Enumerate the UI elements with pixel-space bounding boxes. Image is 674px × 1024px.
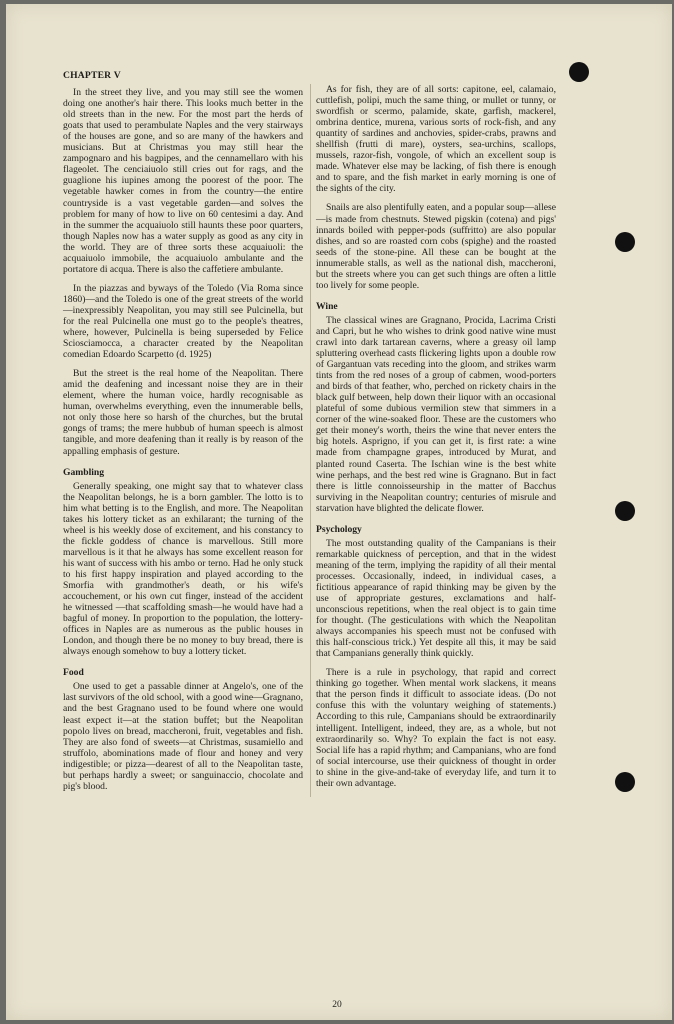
binding-hole [615,772,635,792]
binding-hole [615,501,635,521]
chapter-title: CHAPTER V [63,70,121,81]
left-column [63,68,303,800]
paragraph: In the street they live, and you may still see the women doing one another's hair there. This looks much better in the old streets than in the new. For the most part the herds of goats that used to perambulate Naples and the very stairways of the houses are gone, and so are many of the hawkers and musicians. But at Christmas you may still hear the zampognaro and his bagpipes, and the cennamellaro with his flageolet. The cenciaiuolo still cries out for rags, and the guaglione his iupines among the poorest of the poor. The vegetable hawker comes in from the country—the entire countryside is a vast vegetable garden—and solves the problem for many of how to live on 60 centesimi a day. And in the summer the acquaiuolo still haunts these poor quarters, though Naples now has a water supply as good as any city in the world. They are of three sorts these acquaiuoli: the acquaiuolo immobile, the acquaiuolo ambulante and the portatore di acqua. There is also the caffetiere ambulante. [63,87,303,275]
right-column-body [316,84,556,789]
right-column [310,84,556,797]
binding-hole [569,62,589,82]
page-number: 20 [332,1000,342,1010]
paragraph: As for fish, they are of all sorts: capitone, eel, calamaio, cuttlefish, polipi, much the same thing, or mullet or tunny, or swordfish or scermo, palamide, skate, garfish, mackerel, ombrina dentice, murena, various sorts of rock-fish, and any quantity of sardines and anchovies, spider-crabs, prawns and shellfish (frutti di mare), oysters, sea-urchins, scallops, mussels, razor-fish, vongole, of which an excellent soup is made. Whatever else may be lacking, of fish there is enough and to spare, and the fish market in early morning is one of the sights of the city. [316,84,556,195]
paragraph: But the street is the real home of the Neapolitan. There amid the deafening and incessant noise they are in their element, where the human voice, hardly recognisable as human, overwhelms everything, even the innumerable bells, not only those here so harsh of the churches, but the brutal gongs of trams; the mere hubbub of human speech is almost tangible, and more deafening than it really is by reason of the appalling emphasis of gesture. [63,368,303,457]
paragraph: Snails are also plentifully eaten, and a popular soup—allese—is made from chestnuts. Stewed pigskin (cotena) and pigs' innards boiled with pepper-pods (suffritto) are also popular dishes, and so are roasted corn cobs (spighe) and the roasted seeds of the stone-pine. All these can be bought at the innumerable stalls, as well as the national dish, maccheroni, but the streets where you can get such things are often a little too lively for some people. [316,202,556,291]
paragraph: One used to get a passable dinner at Angelo's, one of the last survivors of the old school, with a good wine—Gragnano, and the best Gragnano used to be found where one would least expect it—at the station buffet; but the Neapolitan popolo lives on bread, maccheroni, fruit, vegetables and fish. They are also fond of sweets—at Christmas, susamiello and struffolo, abominations made of flour and honey and very indigestible; or pizza—dearest of all to the Neapolitan taste, but perhaps hardly a sweet; or sanguinaccio, chocolate and pig's blood. [63,681,303,792]
paragraph: The most outstanding quality of the Campanians is their remarkable quickness of perception, and that in the widest meaning of the term, implying the rapidity of all their mental processes. Occasionally, indeed, in individual cases, a fictitious appearance of rapid thinking may be given by the use of appropriate gestures, exclamations and half-unconscious repetitions, when the real object is to gain time for thought. (The gesticulations with which the Neapolitan always accompanies his speech must not be confused with this half-conscious trick.) Yet despite all this, it may be said that Campanians generally think quickly. [316,537,556,660]
paragraph: The classical wines are Gragnano, Procida, Lacrima Cristi and Capri, but he who wishes to drink good native wine must crawl into dark tartarean caverns, where a greasy oil lamp spluttering overhead casts flickering lights upon a double row of Gargantuan vats receding into the gloom, and strikes warm tints from the red noses of a group of cabmen, wood-porters and birds of that feather, who, perched on rickety chairs in the black gulf between, help down their liquor with an occasional plateful of some dubious vermilion stew that simmers in a corner of the wine-soaked floor. These are the customers who get their money's worth, theirs the wine that never enters the big hotels. Asprigno, if you can get it, is first rate: a wine made from champagne grapes, introduced by Murat, and planted round Caserta. The Ischian wine is the best white wine perhaps, and the best red wine is Gragnano. But in fact there is little connoisseurship in the matter of Bacchus surviving in the Neapolitan country; centuries of misrule and starvation have blighted the delicate flower. [316,314,556,514]
paragraph: In the piazzas and byways of the Toledo (Via Roma since 1860)—and the Toledo is one of the great streets of the world—inexpressibly Neapolitan, you may still see Pulcinella, but for the real Pulcinella one must go to the people's theatres, where, however, Pulcinella is being superseded by Felice Sciosciamocca, a character created by the Neapolitan comedian Edoardo Scarpetto (d. 1925) [63,282,303,361]
paragraph: There is a rule in psychology, that rapid and correct thinking go together. When mental work slackens, it means that the person finds it difficult to associate ideas. (Do not confuse this with the voluntary weighing of statements.) According to this rule, Campanians should be extraordinarily intelligent. Intelligent, indeed, they are, as a whole, but not extraordinarily so. Why? To explain the fact is not easy. Social life has a rapid rhythm; and Campanians, who are fond of social intercourse, use their quickness of thought in order to shine in the give-and-take of everyday life, and turn it to their own advantage. [316,667,556,789]
section-heading: Psychology [316,523,362,535]
section-heading: Food [63,667,84,679]
paragraph: Generally speaking, one might say that to whatever class the Neapolitan belongs, he is a born gambler. The lotto is to him what betting is to the English, and more. The Neapolitan takes his lottery ticket as an exhilarant; the turning of the wheel is his weekly dose of excitement, and his constancy to the fickle goddess of chance is marvellous. Still more marvellous is it that he always has some excellent reason for his want of success with his ambo or terno. Had he only stuck to his first happy inspiration and played according to the Smorfia with grandmother's death, or his wife's accouchement, or his own cut finger, instead of the accident he witnessed —that scaffolding smash—he would have had a bagful of money. In proportion to the population, the lottery-offices in Naples are as numerous as the public houses in London, and though there be no money to buy bread, there is always enough somehow to buy a lottery ticket. [63,480,303,658]
section-heading: Gambling [63,466,105,478]
left-column-body [63,87,303,792]
section-heading: Wine [316,300,338,312]
binding-hole [615,232,635,252]
